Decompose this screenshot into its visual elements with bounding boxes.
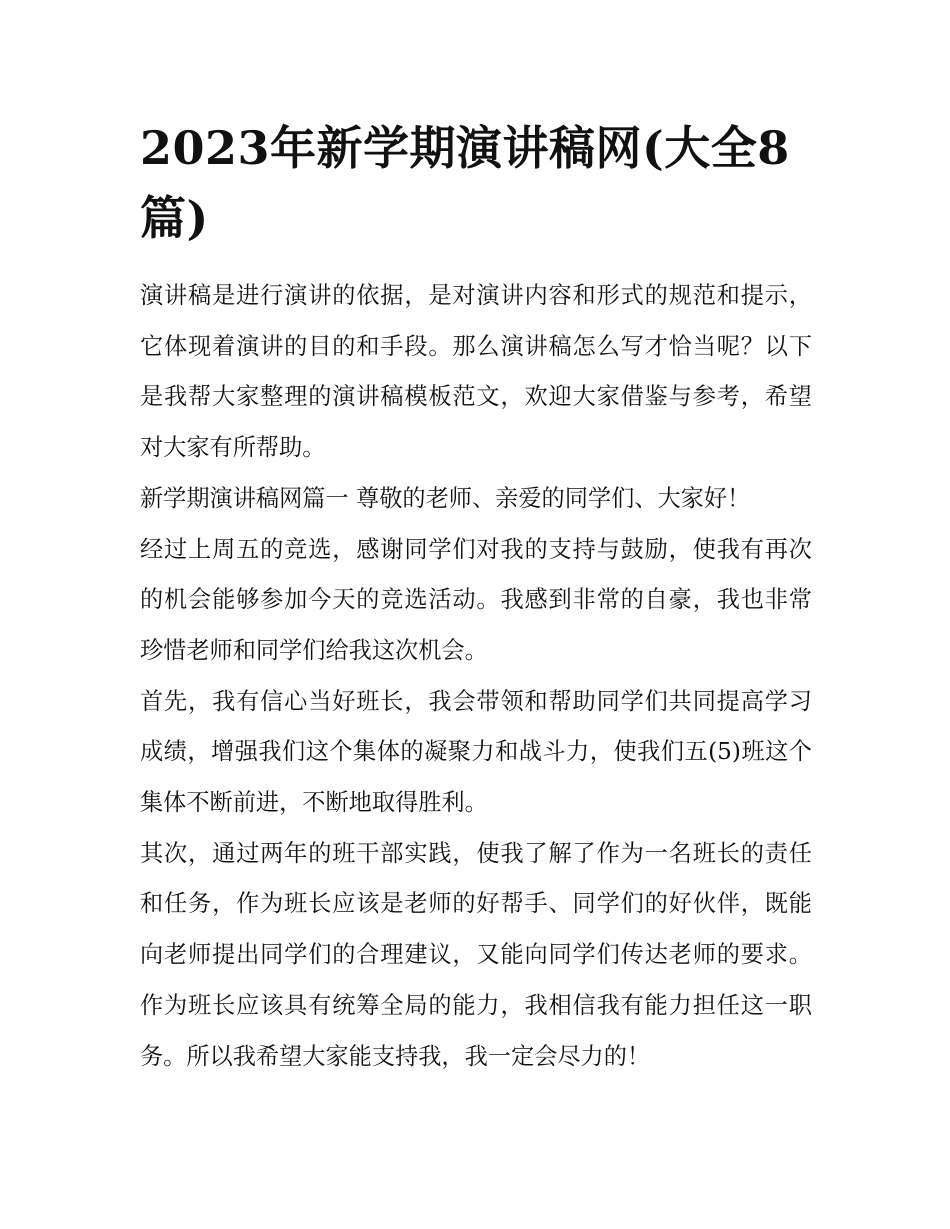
- paragraph-greeting: 新学期演讲稿网篇一 尊敬的老师、亲爱的同学们、大家好！: [140, 484, 751, 512]
- paragraph-second: 其次，通过两年的班干部实践，使我了解了作为一名班长的责任和任务，作为班长应该是老师的好帮手、同学们的好伙伴，既能向老师提出同学们的合理建议，又能向同学们传达老师的要求。作为班长应该具有统筹全局的能力，我相信我有能力担任这一职务。所以我希望大家能支持我，我一定会尽力的！: [140, 839, 812, 1070]
- document-body: [140, 271, 812, 1082]
- paragraph-first: 首先，我有信心当好班长，我会带领和帮助同学们共同提高学习成绩，增强我们这个集体的凝聚力和战斗力，使我们五(5)班这个集体不断前进，不断地取得胜利。: [140, 687, 812, 817]
- paragraph-intro: 演讲稿是进行演讲的依据，是对演讲内容和形式的规范和提示，它体现着演讲的目的和手段。那么演讲稿怎么写才恰当呢？以下是我帮大家整理的演讲稿模板范文，欢迎大家借鉴与参考，希望对大家有所帮助。: [140, 282, 812, 462]
- document-title: 2023年新学期演讲稿网(大全8篇): [140, 121, 790, 245]
- paragraph-thanks: 经过上周五的竞选，感谢同学们对我的支持与鼓励，使我有再次的机会能够参加今天的竞选活动。我感到非常的自豪，我也非常珍惜老师和同学们给我这次机会。: [140, 535, 812, 664]
